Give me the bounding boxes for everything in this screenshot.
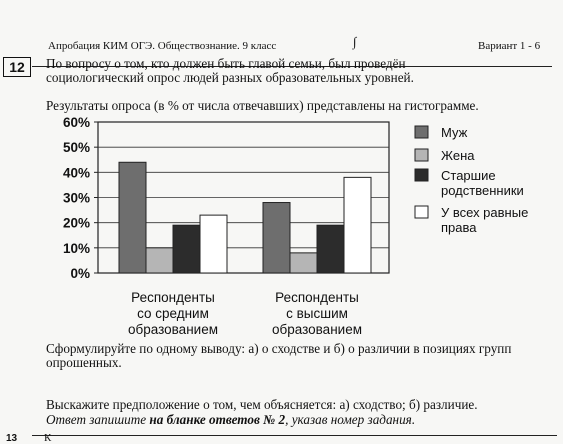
- y-tick-label: 40%: [62, 165, 90, 181]
- category-label: образованием: [128, 322, 218, 337]
- next-question-number: 13: [6, 433, 18, 444]
- y-tick-label: 50%: [62, 140, 90, 156]
- category-label: со средним: [137, 306, 209, 321]
- intro-line: По вопросу о том, кто должен быть главой семьи, был проведён: [46, 56, 406, 71]
- bar: [173, 225, 200, 273]
- legend-label: Старшие: [441, 168, 496, 183]
- task-explain: Выскажите предположение о том, чем объясняется: а) сходство; б) различие.: [46, 397, 478, 412]
- variant-label: Вариант 1 - 6: [478, 40, 541, 52]
- bar: [290, 253, 317, 273]
- legend-swatch: [415, 126, 428, 138]
- task-formulate: Сформулируйте по одному выводу: а) о сходстве и б) о различии в позициях групп опрошенных.: [46, 341, 512, 370]
- bar: [344, 177, 371, 273]
- y-tick-label: 30%: [62, 190, 90, 206]
- next-question-text: К: [44, 432, 52, 444]
- y-tick-label: 20%: [62, 215, 90, 231]
- category-label: с высшим: [286, 306, 348, 321]
- legend-label: Муж: [441, 125, 468, 140]
- answer-text-c: , указав номер задания.: [285, 412, 416, 427]
- legend-label: родственники: [441, 183, 524, 198]
- answer-instruction: [46, 413, 556, 427]
- category-label: Респонденты: [131, 290, 215, 305]
- legend-label: права: [441, 220, 477, 235]
- category-label: образованием: [272, 322, 362, 337]
- answer-text-a: Ответ запишите: [46, 412, 150, 427]
- bar: [119, 162, 146, 273]
- legend-swatch: [415, 169, 428, 181]
- question-number: 12: [3, 57, 31, 77]
- document-header: Апробация КИМ ОГЭ. Обществознание. 9 класс: [48, 40, 277, 52]
- y-tick-label: 10%: [62, 240, 90, 256]
- y-tick-label: 0%: [70, 266, 90, 281]
- category-label: Респонденты: [275, 290, 359, 305]
- results-line: Результаты опроса (в % от числа отвечавших) представлены на гистограмме.: [46, 98, 479, 113]
- legend-label: У всех равные: [441, 205, 529, 220]
- legend-swatch: [415, 206, 428, 218]
- intro-line: социологический опрос людей разных образовательных уровней.: [46, 70, 414, 85]
- answer-text-b: на бланке ответов № 2: [149, 412, 286, 427]
- legend-swatch: [415, 149, 428, 161]
- next-question-divider: [32, 435, 557, 436]
- bar: [146, 248, 173, 273]
- handwritten-mark: ∫: [353, 34, 357, 49]
- y-tick-label: 60%: [62, 115, 90, 130]
- legend-label: Жена: [441, 148, 475, 163]
- bar: [200, 215, 227, 273]
- bar: [317, 225, 344, 273]
- bar: [263, 203, 290, 273]
